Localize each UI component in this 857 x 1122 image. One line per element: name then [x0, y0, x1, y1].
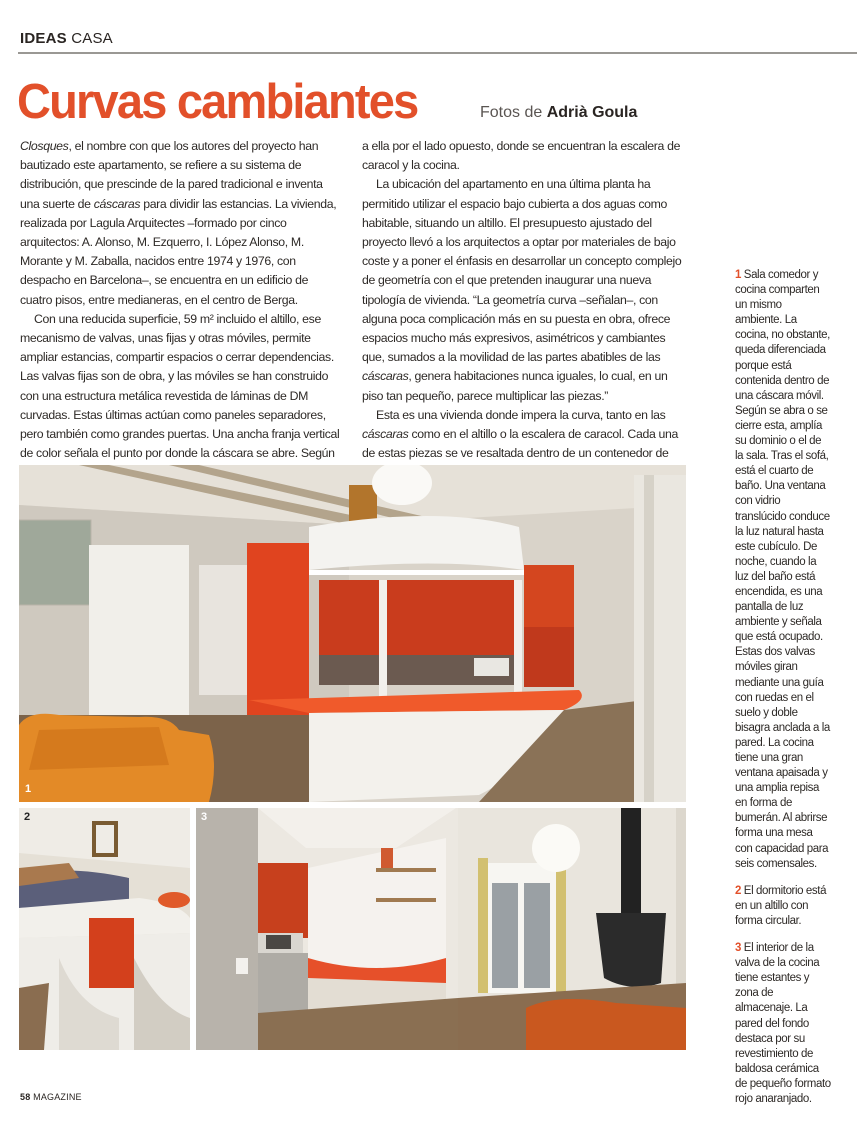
- top-rule: [18, 52, 857, 54]
- emphasis: cáscaras: [362, 427, 409, 442]
- paragraph: [20, 137, 343, 310]
- emphasis: cáscaras: [362, 369, 409, 384]
- page-footer: [20, 1092, 82, 1102]
- photo-3-illustration: [196, 808, 686, 1050]
- emphasis: cáscaras: [93, 196, 141, 211]
- paragraph-text: La ubicación del apartamento en una última planta ha permitido utilizar el espacio bajo cubierta a dos aguas como habitable, situando un altillo. El presupuesto ajustado del proyecto llevó a los arquitectos a optar por materiales de bajo coste y a poner el énfasis en desarrollar un concepto complejo de geometría con el que pretenden inaugurar una nueva tipología de vivienda. “La geometría curva –señalan–, con alguna poca complicación más en su puesta en obra, ofrece espacios mucho más expresivos, asimétricos y cambiantes que, sumados a la movilidad de las partes abatibles de las: [362, 177, 682, 365]
- section-label: [20, 30, 113, 47]
- photo-1-number: 1: [25, 783, 32, 795]
- caption-3: [735, 941, 831, 1107]
- paragraph-text: para dividir las estancias. La vivienda, realizada por Lagula Arquitectes –formado por cinco arquitectos: A. Alonso, M. Ezquerro, I. López Alonso, M. Morante y M. Zaballa, nacidos entre 1974 y 1976, con despacho en Barcelona–, se encuentra en un edificio de cuatro pisos, entre medianeras, en el centro de Berga.: [20, 196, 337, 307]
- caption-2: [735, 884, 831, 929]
- caption-text: El interior de la valva de la cocina tiene estantes y zona de almacenaje. La pared del fondo destaca por su revestimiento de baldosa cerámica de pequeño formato rojo anaranjado.: [735, 942, 831, 1105]
- lead-word: Closques: [20, 139, 69, 153]
- caption-number: 2: [735, 884, 741, 897]
- paragraph: a ella por el lado opuesto, donde se encuentran la escalera de caracol y la cocina.: [362, 139, 681, 173]
- paragraph-text: , genera habitaciones nunca iguales, lo cual, en un piso tan pequeño, parece multiplicar las piezas.”: [362, 369, 668, 403]
- photo-2: [19, 808, 190, 1050]
- photo-3: [196, 808, 686, 1050]
- text-column-1: [20, 137, 343, 521]
- article-title: Curvas cambiantes: [17, 72, 418, 129]
- section-label-light: CASA: [71, 30, 113, 47]
- paragraph-text: Esta es una vivienda donde impera la curva, tanto en las: [376, 407, 666, 422]
- photo-3-number: 3: [201, 811, 208, 823]
- credit-prefix: Fotos de: [480, 104, 543, 121]
- paragraph: Con una reducida superficie, 59 m² incluido el altillo, ese mecanismo de valvas, unas fijas y otras móviles, permite ampliar estancias, compartir espacios o cerrar dependencias. Las valvas fijas son de obra, y las móviles se han construido con una estructura metálica revestida de láminas de DM curvadas. Estas últimas actúan como paneles separadores, pero también como grandes puertas. Una ancha franja vertical de color señala el punto por donde la cáscara se abre. Según: [20, 311, 340, 461]
- photo-1: [19, 465, 686, 802]
- paragraph: [362, 175, 685, 405]
- caption-text: Sala comedor y cocina comparten un mismo ambiente. La cocina, no obstante, queda diferenciada porque está contenida dentro de una cáscara móvil. Según se abra o se cierre esta, amplía su dominio o el de la sala. Tras el sofá, está el cuarto de baño. Una ventana con vidrio translúcido conduce la luz natural hasta este cubículo. De noche, cuando la luz del baño está encendida, es una pantalla de luz ambiente y señala que está ocupado. Estas dos valvas móviles giran mediante una guía con ruedas en el suelo y doble bisagra anclada a la pared. La cocina tiene una gran ventana apaisada y una amplia repisa en forma de bumerán. Al abrirse forma una mesa con capacidad para seis comensales.: [735, 269, 830, 870]
- caption-number: 1: [735, 269, 741, 281]
- paragraph-text: , el nombre con que los autores del proyecto han bautizado este apartamento, se refiere a su sistema de distribución, que prescinde de la pared tradicional e inventa una suerte de: [20, 139, 323, 211]
- photo-captions: [735, 268, 831, 1119]
- page-number: 58: [20, 1092, 31, 1102]
- caption-number: 3: [735, 942, 741, 955]
- photo-2-number: 2: [24, 811, 31, 823]
- caption-text: El dormitorio está en un altillo con forma circular.: [735, 884, 827, 927]
- section-label-bold: IDEAS: [20, 30, 67, 47]
- magazine-name: MAGAZINE: [33, 1092, 82, 1102]
- caption-1: [735, 268, 831, 872]
- paragraph-text: como en el altillo o la escalera de caracol. Cada una de estas piezas se ve resaltada dentro de un contenedor de: [362, 427, 678, 461]
- photo-2-illustration: [19, 808, 190, 1050]
- credit-name: Adrià Goula: [546, 104, 638, 121]
- text-column-2: [362, 137, 685, 502]
- photo-credit: [480, 104, 637, 122]
- photo-1-illustration: [19, 465, 686, 802]
